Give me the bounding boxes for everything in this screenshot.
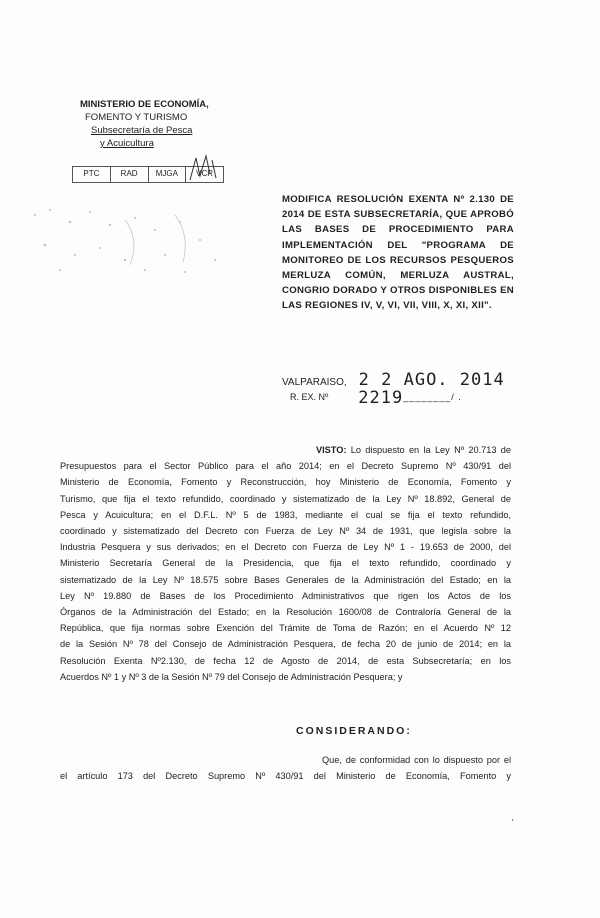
considerando-heading: CONSIDERANDO: [296,725,412,737]
title-line: IMPLEMENTACIÓN DEL "PROGRAMA DE [282,239,514,251]
title-line: MODIFICA RESOLUCIÓN EXENTA Nº 2.130 DE [282,194,514,205]
undersecretariat-subline: y Acuicultura [100,138,154,149]
scan-mark: ' [512,818,514,827]
visto-line: de la Sesión Nº 78 del Consejo de Administración Pesquera, de fecha 20 de junio de 2014; en la [60,639,511,650]
stamp-cell: MJGA [149,167,187,182]
visto-first-line [60,442,511,458]
visto-line: Industria Pesquera y sus derivados; en el Decreto con Fuerza de Ley Nº 1 - 19.653 de 2000, del [60,542,511,553]
title-line: 2014 DE ESTA SUBSECRETARÍA, QUE APROBÓ [282,209,514,221]
visto-line: Lo dispuesto en la Ley Nº 20.713 de [346,445,511,455]
visto-line: Ministerio de Economía, Fomento y Reconstrucción, hoy Ministerio de Economía, Fomento y [60,477,511,488]
visto-line: Ministerio Secretaría General de la Presidencia, que fija el texto refundido, coordinado y [60,558,511,569]
visto-line: coordinado y sistematizado del Decreto con Fuerza de Ley Nº 34 de 1931, que legisla sobre la [60,526,511,537]
ministry-name-line: MINISTERIO DE ECONOMÍA, [80,99,209,110]
visto-line: Pesca y Acuicultura; en el D.F.L. Nº 5 de 1983, mediante el cual se fija el texto refundido, [60,509,511,520]
visto-line: Turismo, que fija el texto refundido, coordinado y sistematizado de la Ley Nº 18.892, General de [60,493,511,504]
considerando-line: el artículo 173 del Decreto Supremo Nº 430/91 del Ministerio de Economía, Fomento y [60,771,511,782]
resolution-number-line [290,388,462,408]
rex-blank-line: ________/ . [403,392,462,402]
faint-stamp-smudge [15,200,245,280]
stamp-cell: RAD [111,167,149,182]
stamp-cell: PTC [73,167,111,182]
ministry-header [80,98,209,150]
visto-line: Ley Nº 19.880 de Bases de los Procedimiento Administrativos que rigen los Actos de los [60,590,511,601]
visto-section [60,442,511,685]
title-line: MONITOREO DE LOS RECURSOS PESQUEROS [282,254,514,266]
visto-heading: VISTO: [316,445,347,455]
visto-line: Acuerdos Nº 1 y Nº 3 de la Sesión Nº 79 del Consejo de Administración Pesquera; y [60,671,403,682]
date-label: VALPARAISO, [282,377,347,388]
handwritten-initials [186,154,220,184]
resolution-title [282,192,514,314]
visto-line: República, que fija normas sobre Exención del Trámite de Toma de Razón; en el Acuerdo Nº 12 [60,623,511,634]
title-line: LAS BASES DE PROCEDIMIENTO PARA [282,224,514,236]
title-line: MERLUZA COMÚN, MERLUZA AUSTRAL, [282,270,514,282]
date-line [282,370,505,390]
rex-number: 2219 [358,388,404,408]
rex-label: R. EX. Nº [290,392,329,402]
considerando-section [60,752,511,784]
undersecretariat-line: Subsecretaría de Pesca [91,125,193,136]
date-stamp: 2 2 AGO. 2014 [358,370,505,390]
title-line: LAS REGIONES IV, V, VI, VII, VIII, X, XI, XII". [282,300,492,312]
title-line: CONGRIO DORADO Y OTROS DISPONIBLES EN [282,285,514,297]
visto-line: Órganos de la Administración del Estado; en la Resolución 1600/08 de Contraloría General de la [60,607,511,618]
considerando-line: Que, de conformidad con lo dispuesto por el [322,755,511,765]
visto-line: Presupuestos para el Sector Público para el año 2014; en el Decreto Supremo Nº 430/91 del [60,461,511,472]
stamp-cell: VCR [196,169,214,178]
ministry-subname-line: FOMENTO Y TURISMO [85,112,188,123]
visto-line: Resolución Exenta Nº2.130, de fecha 12 de Agosto de 2014, de esta Subsecretaría; en los [60,655,511,666]
visto-line: sistematizado de la Ley Nº 18.575 sobre Bases Generales de la Administración del Estado; en la [60,574,511,585]
